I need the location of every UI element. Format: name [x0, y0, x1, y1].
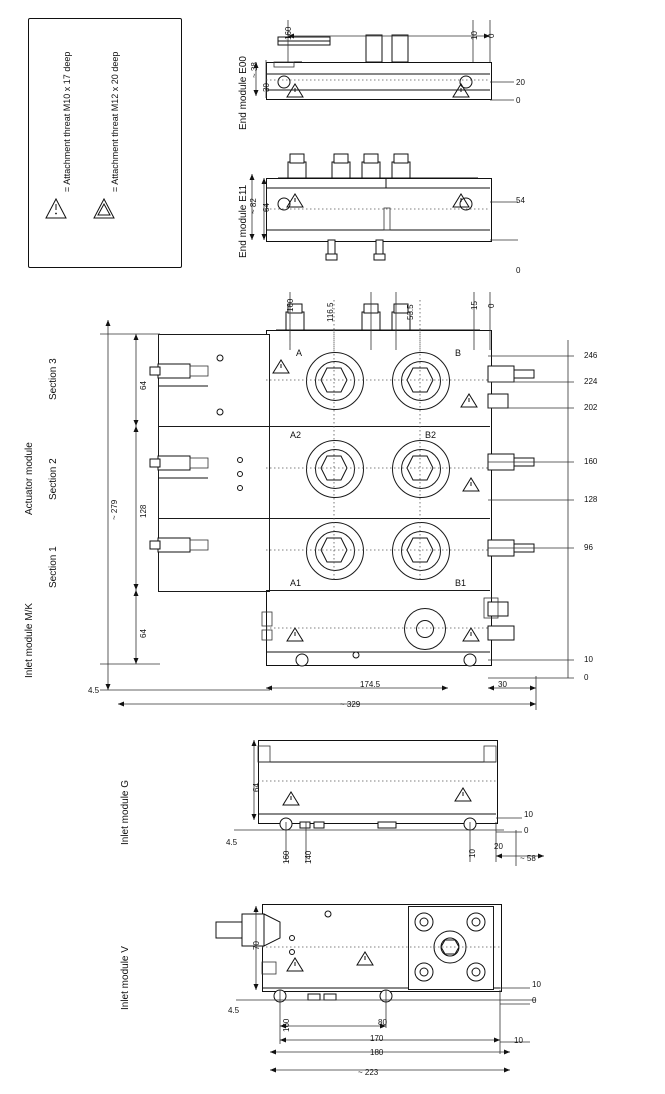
v-dim-0: 0 [532, 996, 537, 1005]
g-dim-58: ~ 58 [520, 854, 536, 863]
label-section-2: Section 2 [48, 458, 59, 500]
g-dim-0: 0 [524, 826, 529, 835]
label-section-1: Section 1 [48, 546, 59, 588]
label-inlet-module-g: Inlet module G [120, 779, 131, 845]
e11-dim-82: ~ 82 [249, 198, 258, 214]
v-dim-10b: 10 [514, 1036, 523, 1045]
g-dim-10: 10 [524, 810, 533, 819]
act-dim-30: 30 [498, 680, 507, 689]
act-dim-96: 96 [584, 543, 593, 552]
port-label-b: B [455, 348, 462, 358]
act-dim-202: 202 [584, 403, 598, 412]
e00-dim-10: 10 [470, 31, 479, 40]
v-dim-223: ~ 223 [358, 1068, 379, 1077]
e11-dim-0e11: 0 [516, 266, 521, 275]
v-dim-170: 170 [370, 1034, 384, 1043]
e00-dim-20: 20 [516, 78, 525, 87]
g-dim-64: 64 [252, 783, 261, 792]
v-dim-10: 10 [532, 980, 541, 989]
label-inlet-module-mk: Inlet module M/K [24, 602, 35, 678]
act-dim-128r: 128 [584, 495, 598, 504]
legend-line-2: = Attachment threat M12 x 20 deep [110, 51, 120, 192]
act-dim-160r: 160 [584, 457, 598, 466]
act-dim-10r: 10 [584, 655, 593, 664]
act-dim-224: 224 [584, 377, 598, 386]
label-actuator-module: Actuator module [24, 442, 35, 515]
e00-dim-160: 160 [284, 26, 293, 40]
legend-line-1: = Attachment threat M10 x 17 deep [62, 51, 72, 192]
v-dim-160: 160 [282, 1018, 291, 1032]
label-inlet-module-v: Inlet module V [120, 946, 131, 1010]
g-dim-10b: 10 [468, 849, 477, 858]
label-section-3: Section 3 [48, 358, 59, 400]
port-label-b2: B2 [425, 430, 437, 440]
port-label-b1: B1 [455, 578, 467, 588]
v-dim-180: 180 [370, 1048, 384, 1057]
act-dim-0t: 0 [487, 303, 496, 308]
act-dim-0r: 0 [584, 673, 589, 682]
act-dim-1165: 116.5 [326, 302, 335, 322]
e11-dim-54: 54 [516, 196, 525, 205]
port-label-a1: A1 [290, 578, 302, 588]
act-dim-15: 15 [470, 301, 479, 310]
act-dim-1745: 174.5 [360, 680, 381, 689]
act-dim-128: 128 [139, 504, 148, 518]
g-dim-20: 20 [494, 842, 503, 851]
act-dim-64a: 64 [139, 381, 148, 390]
e11-dim-64: 64 [262, 203, 271, 212]
e00-dim-38: ~ 38 [250, 62, 259, 78]
g-dim-160: 160 [282, 850, 291, 864]
label-end-module-e00: End module E00 [238, 56, 249, 130]
e00-dim-0: 0 [487, 33, 496, 38]
g-dim-45: 4.5 [226, 838, 238, 847]
act-dim-64b: 64 [139, 629, 148, 638]
g-dim-140: 140 [304, 850, 313, 864]
act-dim-279: ~ 279 [110, 499, 119, 520]
v-dim-45: 4.5 [228, 1006, 240, 1015]
act-dim-45: 4.5 [88, 686, 100, 695]
e00-dim-30: 30 [262, 83, 271, 92]
port-label-a: A [296, 348, 303, 358]
label-end-module-e11: End module E11 [238, 184, 249, 258]
act-dim-246: 246 [584, 351, 598, 360]
v-dim-70: 70 [252, 941, 261, 950]
v-dim-80: 80 [378, 1018, 387, 1027]
e00-dim-0r: 0 [516, 96, 521, 105]
port-label-a2: A2 [290, 430, 302, 440]
act-dim-535: 53.5 [406, 304, 415, 320]
act-dim-329: ~ 329 [340, 700, 361, 709]
act-dim-160: 160 [286, 298, 295, 312]
